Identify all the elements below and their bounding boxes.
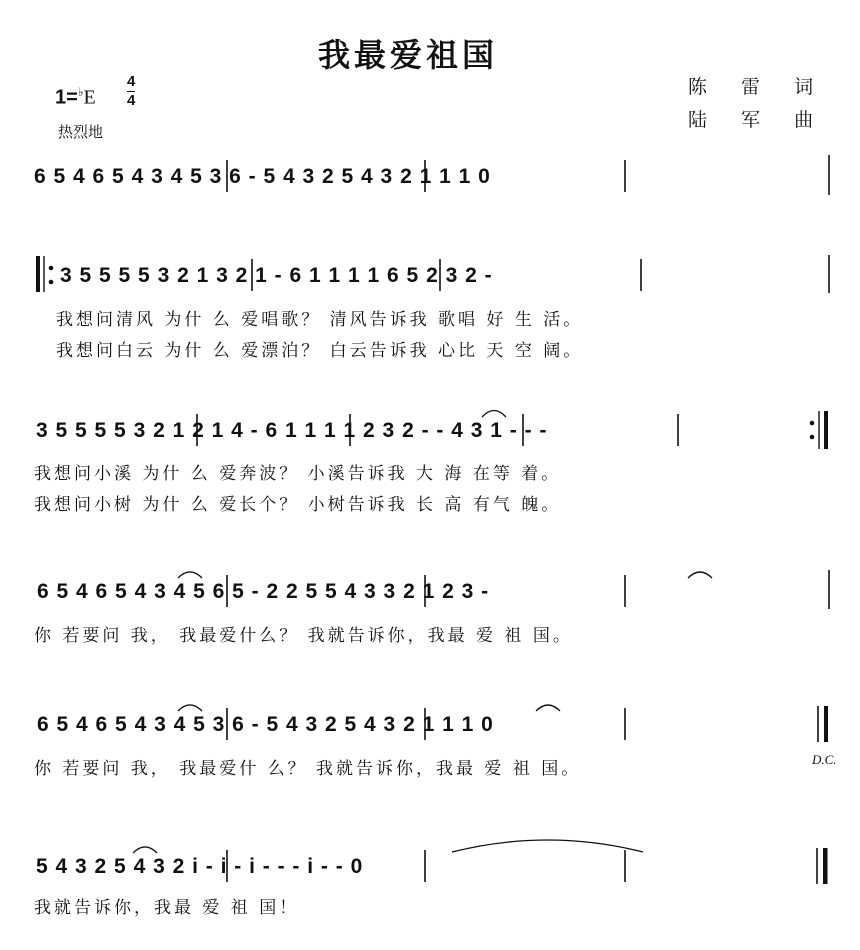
double-bar-thick [824,706,828,742]
tempo-marking: 热烈地 [58,123,104,141]
slur [133,847,157,853]
slur [688,572,712,578]
system-6-lyric: 我就告诉你，我最 爱 祖 国！ [34,898,300,918]
repeat-start-thick [36,256,40,292]
page-title: 我最爱祖国 [318,36,499,74]
lyricist-credit: 陈 雷 词 [688,76,828,98]
slur [178,705,202,711]
bar-lines [197,155,829,884]
repeat-dot [810,435,815,440]
key-note: E [83,86,96,109]
repeat-dot [810,421,815,426]
system-3-lyric-verse-1: 我想问小溪 为什 么 爱奔波？ 小溪告诉我 大 海 在等 着。 [34,464,562,484]
system-5-notes: 6 5 4 6 5 4 3 4 5 3 6 - 5 4 3 2 5 4 3 2 1 1 1 0 [37,713,494,736]
composer-credit: 陆 军 曲 [688,109,828,131]
repeat-signs [36,256,828,884]
slur [482,411,506,418]
slurs [133,411,712,854]
system-6-notes: 5 4 3 2 5 4 3 2 i - i - i - - - i - - 0 [36,855,364,878]
system-2-lyric-verse-2: 我想问白云 为什 么 爱漂泊？ 白云告诉我 心比 天 空 阔。 [56,341,584,361]
system-5-lyric: 你 若要问 我， 我最爱什 么？ 我就告诉你，我最 爱 祖 国。 [34,759,582,779]
system-3-lyric-verse-2: 我想问小树 为什 么 爱长个？ 小树告诉我 长 高 有气 魄。 [34,495,562,515]
time-top: 4 [127,73,136,90]
system-2-notes: 3 5 5 5 5 3 2 1 3 2 1 - 6 1 1 1 1 6 5 2 3 2 - [60,264,493,287]
system-4-notes: 6 5 4 6 5 4 3 4 5 6 5 - 2 2 5 5 4 3 3 2 1 2 3 - [37,580,490,603]
system-2-lyric-verse-1: 我想问清风 为什 么 爱唱歌？ 清风告诉我 歌唱 好 生 活。 [56,310,584,330]
slur [536,705,560,711]
da-capo-mark: D.C. [812,752,837,767]
slur [452,840,643,852]
slur [178,572,202,578]
repeat-dot [49,266,54,271]
flat-sign: ♭ [77,85,84,99]
time-bottom: 4 [127,92,136,109]
final-bar-thick [823,848,828,884]
repeat-dot [49,280,54,285]
system-4-lyric: 你 若要问 我， 我最爱什么？ 我就告诉你，我最 爱 祖 国。 [34,626,573,646]
repeat-end-thick [824,411,828,449]
system-1-notes: 6 5 4 6 5 4 3 4 5 3 6 - 5 4 3 2 5 4 3 2 1 1 1 0 [34,165,491,188]
key-prefix: 1= [55,86,78,109]
system-3-notes: 3 5 5 5 5 3 2 1 2 1 4 - 6 1 1 1 1 2 3 2 - - 4 3 1 - - - [36,419,548,442]
